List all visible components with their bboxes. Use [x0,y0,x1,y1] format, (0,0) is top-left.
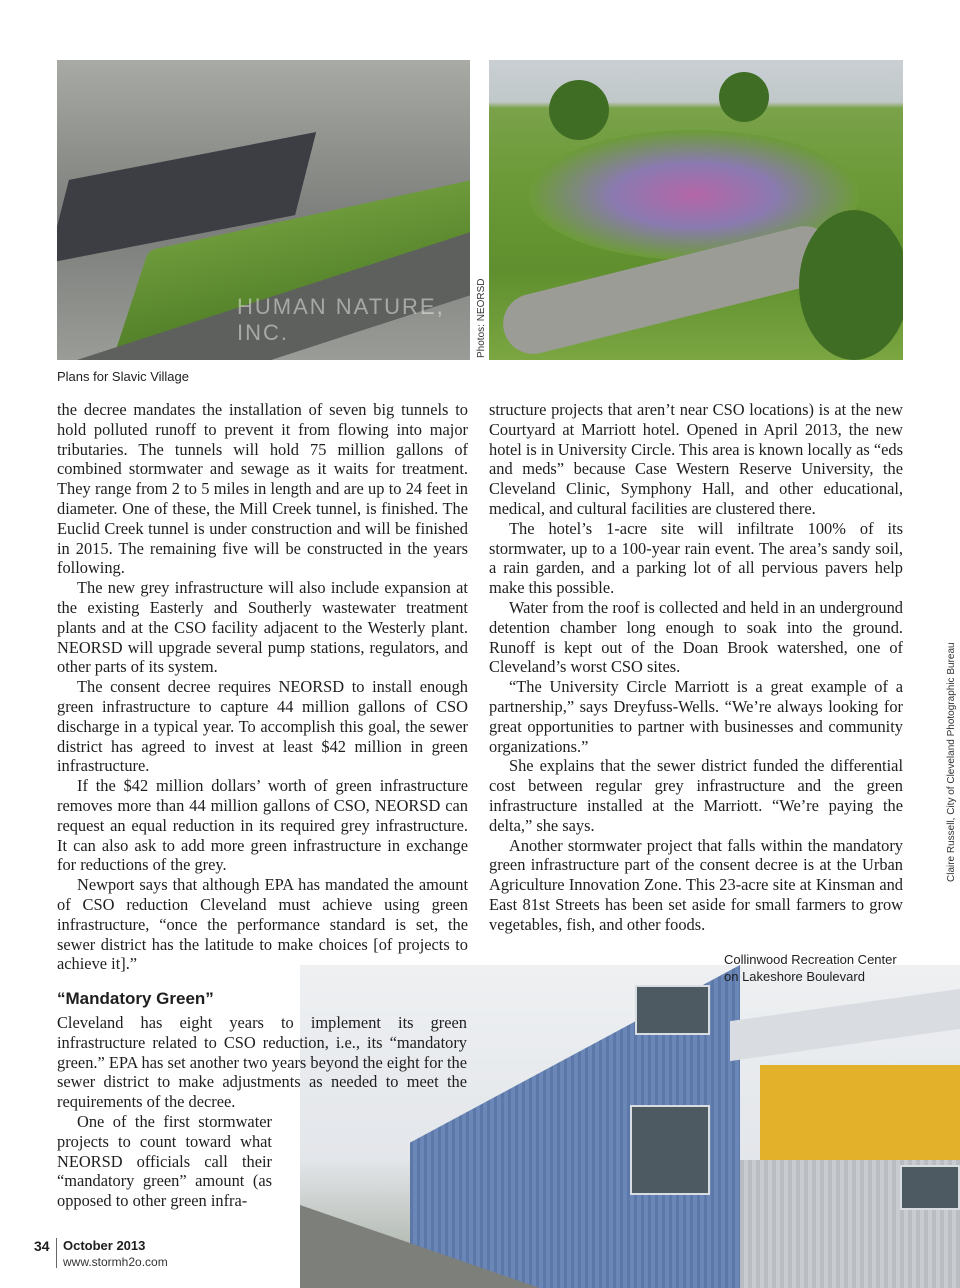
article-column-left [57,400,468,974]
photo-building-yellow [760,1065,960,1160]
photo-window [900,1165,960,1210]
paragraph: Newport says that although EPA has mandated the amount of CSO reduction Cleveland must achieve using green infrastructure, “once the performance standard is set, the sewer district has the latitude to make choices [of projects to achieve it].” [57,875,468,974]
photo-canopy [730,989,960,1061]
section-paragraph-2 [57,1112,272,1211]
photo-credit-neorsd: Photos: NEORSD [476,278,487,358]
paragraph: Water from the roof is collected and held in an underground detention chamber long enough to soak into the ground. Runoff is kept out of the Doan Brook watershed, one of Cleveland’s worst CSO sites. [489,597,903,677]
paragraph: The new grey infrastructure will also include expansion at the existing Easterly and Southerly wastewater treatment plants and at the CSO facility adjacent to the Westerly plant. NEORSD will upgrade several pump stations, regulators, and other parts of its system. [57,578,468,677]
caption-line: Collinwood Recreation Center [724,952,897,967]
photo-tree [719,72,769,122]
photo-tree [799,210,903,360]
photo-credit-russell: Claire Russell, City of Cleveland Photographic Bureau [946,642,957,882]
paragraph: “The University Circle Marriott is a great example of a partnership,” says Dreyfuss-Wells. “We’re always looking for great opportunities to partner with businesses and community organizations.” [489,677,903,756]
photo-tree [549,80,609,140]
photo-watermark: HUMAN NATURE, INC. [237,294,445,345]
caption-collinwood [724,951,944,985]
paragraph: Another stormwater project that falls within the mandatory green infrastructure part of the consent decree is at the Urban Agriculture Innovation Zone. This 23-acre site at Kinsman and East 81st Streets has been set aside for small farmers to grow vegetables, fish, and other foods. [489,835,903,934]
photo-window [635,985,710,1035]
paragraph: She explains that the sewer district funded the differential cost between regular grey infrastructure and the green infrastructure installed at the Marriott. “We’re paying the delta,” she says. [489,756,903,835]
paragraph: If the $42 million dollars’ worth of green infrastructure removes more than 44 million gallons of CSO, NEORSD can request an equal reduction in its required grey infrastructure. It can also ask to add more green infrastructure in exchange for reductions of the grey. [57,776,468,875]
caption-slavic-village: Plans for Slavic Village [57,369,189,384]
article-column-right [489,400,903,935]
footer-divider [56,1238,57,1268]
paragraph: Cleveland has eight years to implement its green infrastructure related to CSO reduction, i.e., its “mandatory green.” EPA has set another two years beyond the eight for the sewer district to make adjustments as needed to meet the requirements of the decree. [57,1013,467,1112]
slavic-village-photo [57,60,470,360]
page-number: 34 [34,1238,50,1254]
paragraph: structure projects that aren’t near CSO locations) is at the new Courtyard at Marriott hotel. Opened in April 2013, the new hotel is in University Circle. This area is known locally as “eds and meds” because Case Western Reserve University, the Cleveland Clinic, Symphony Hall, and other educational, medical, and cultural facilities are clustered there. [489,400,903,518]
photo-window [630,1105,710,1195]
section-heading: “Mandatory Green” [57,989,214,1008]
courtyard-photo [489,60,903,360]
issue-date: October 2013 [63,1238,146,1253]
paragraph: the decree mandates the installation of seven big tunnels to hold polluted runoff to prevent it from flowing into major tributaries. The tunnels will hold 75 million gallons of combined stormwater and sewage as it waits for treatment. They range from 2 to 5 miles in length and are up to 24 feet in diameter. One of these, the Mill Creek tunnel, is finished. The Euclid Creek tunnel is under construction and will be finished in 2015. The remaining five will be constructed in the years following. [57,400,468,578]
website-link[interactable]: www.stormh2o.com [63,1255,168,1269]
caption-line: on Lakeshore Boulevard [724,969,865,984]
paragraph: The consent decree requires NEORSD to install enough green infrastructure to capture 44 million gallons of CSO discharge in a typical year. To accomplish this goal, the sewer district has agreed to invest at least $42 million in green infrastructure. [57,677,468,776]
section-paragraph-1 [57,1013,467,1112]
paragraph: One of the first stormwater projects to count toward what NEORSD officials call their “mandatory green” amount (as opposed to other green infra- [57,1112,272,1211]
paragraph: The hotel’s 1-acre site will infiltrate 100% of its stormwater, up to a 100-year rain event. The area’s sandy soil, a rain garden, and a parking lot of all pervious pavers help make this possible. [489,518,903,598]
